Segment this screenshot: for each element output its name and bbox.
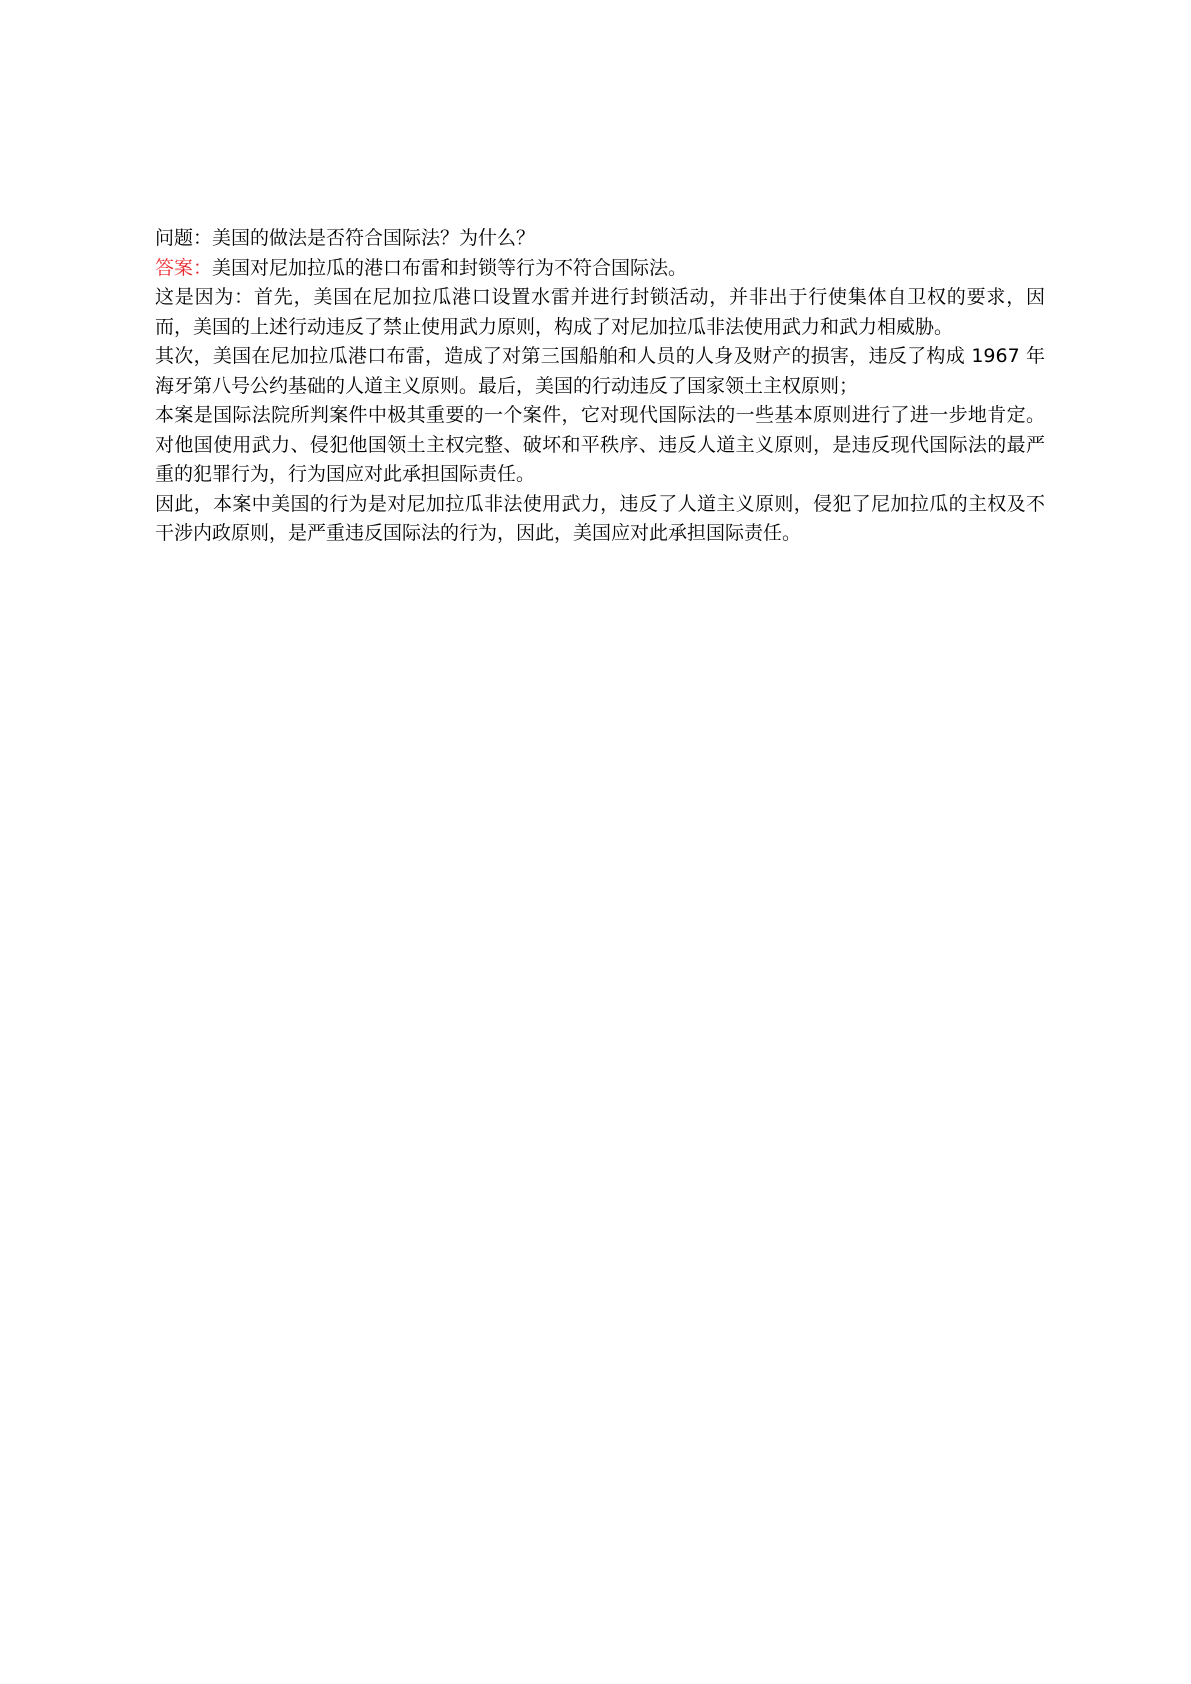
document-body (155, 224, 1045, 549)
paragraph-reason-first: 这是因为：首先，美国在尼加拉瓜港口设置水雷并进行封锁活动，并非出于行使集体自卫权的要求，因而，美国的上述行动违反了禁止使用武力原则，构成了对尼加拉瓜非法使用武力和武力相威胁。 (155, 286, 1045, 338)
answer-line (155, 254, 1045, 284)
answer-text: 美国对尼加拉瓜的港口布雷和封锁等行为不符合国际法。 (212, 256, 688, 279)
question-text: 问题：美国的做法是否符合国际法？为什么？ (155, 227, 536, 249)
answer-label: 答案： (155, 256, 213, 279)
paragraph-reason-second: 其次，美国在尼加拉瓜港口布雷，造成了对第三国船舶和人员的人身及财产的损害，违反了构成 1967 年海牙第八号公约基础的人道主义原则。最后，美国的行动违反了国家领土主权原则； (155, 345, 1045, 397)
paragraph-conclusion: 因此，本案中美国的行为是对尼加拉瓜非法使用武力，违反了人道主义原则，侵犯了尼加拉瓜的主权及不干涉内政原则，是严重违反国际法的行为，因此，美国应对此承担国际责任。 (155, 492, 1045, 544)
paragraph-case-significance: 本案是国际法院所判案件中极其重要的一个案件，它对现代国际法的一些基本原则进行了进一步地肯定。对他国使用武力、侵犯他国领土主权完整、破坏和平秩序、违反人道主义原则，是违反现代国际法的最严重的犯罪行为，行为国应对此承担国际责任。 (155, 404, 1045, 485)
